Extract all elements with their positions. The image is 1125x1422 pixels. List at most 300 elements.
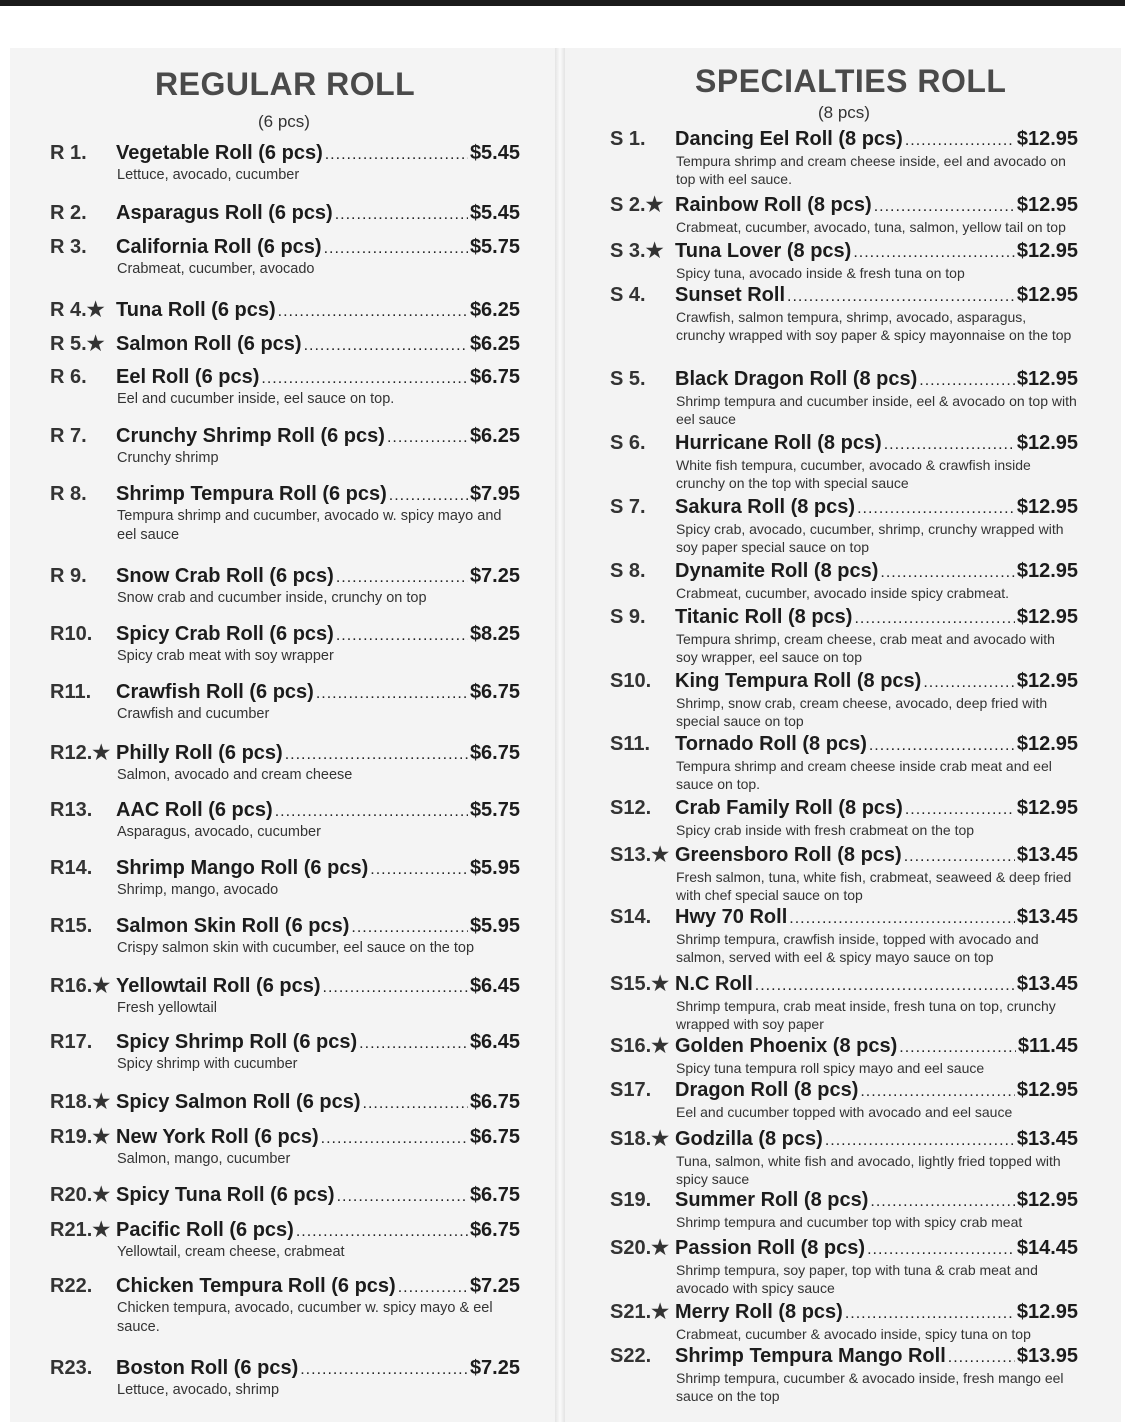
item-code: R12.★ — [50, 742, 111, 764]
item-price: $5.45 — [469, 202, 520, 224]
item-name: Black Dragon Roll (8 pcs) — [675, 368, 918, 390]
item-name: Spicy Salmon Roll (6 pcs) — [116, 1091, 361, 1113]
dot-leader — [857, 500, 1015, 518]
item-name: Spicy Crab Roll (6 pcs) — [116, 623, 334, 645]
item-code: S 2.★ — [610, 194, 664, 216]
item-description: Fresh salmon, tuna, white fish, crabmeat, seaweed & deep fried with chef special sauce on top — [676, 869, 1072, 903]
item-price: $8.25 — [469, 623, 520, 645]
menu-item-row — [50, 1031, 520, 1054]
menu-item-row — [50, 623, 520, 646]
item-description: Crawfish, salmon tempura, shrimp, avocado, asparagus, crunchy wrapped with soy paper & spicy mayonnaise on the top — [676, 309, 1072, 343]
item-name: Sunset Roll — [675, 284, 786, 306]
menu-item — [50, 1357, 520, 1400]
item-price: $12.95 — [1016, 670, 1078, 692]
item-code: S19. — [610, 1189, 652, 1211]
item-code: R10. — [50, 623, 93, 645]
item-code: R19.★ — [50, 1126, 111, 1148]
item-code: S 6. — [610, 432, 646, 454]
menu-item-row — [610, 238, 1078, 263]
item-code: R 7. — [50, 425, 87, 447]
menu-item — [50, 799, 520, 842]
item-price: $14.45 — [1016, 1237, 1078, 1259]
menu-item — [610, 906, 1078, 966]
menu-item-row — [610, 1345, 1078, 1368]
menu-item — [610, 1299, 1078, 1343]
menu-item — [50, 483, 520, 545]
item-name: Philly Roll (6 pcs) — [116, 742, 283, 764]
menu-item-row — [50, 483, 520, 506]
item-code: R14. — [50, 857, 93, 879]
menu-item-row — [50, 1217, 520, 1242]
menu-item — [610, 1126, 1078, 1188]
menu-item — [610, 238, 1078, 282]
item-price: $12.95 — [1016, 284, 1078, 306]
item-description: Shrimp, snow crab, cream cheese, avocado, deep fried with special sauce on top — [676, 695, 1048, 729]
menu-item — [50, 297, 520, 322]
dot-leader — [300, 1361, 468, 1379]
item-price: $6.75 — [469, 1126, 520, 1148]
item-name: King Tempura Roll (8 pcs) — [675, 670, 922, 692]
dot-leader — [351, 919, 468, 937]
menu-item-row — [50, 565, 520, 588]
item-description: Spicy crab inside with fresh crabmeat on the top — [676, 822, 975, 838]
dot-leader — [948, 1349, 1015, 1367]
item-price: $12.95 — [1016, 797, 1078, 819]
menu-item-row — [610, 1235, 1078, 1260]
item-price: $6.25 — [469, 425, 520, 447]
item-description: Asparagus, avocado, cucumber — [117, 824, 321, 840]
menu-item-row — [50, 799, 520, 822]
menu-item — [610, 192, 1078, 236]
item-code: R22. — [50, 1275, 93, 1297]
menu-item-row — [50, 1089, 520, 1114]
menu-item-row — [50, 331, 520, 356]
item-name: Boston Roll (6 pcs) — [116, 1357, 299, 1379]
menu-item — [50, 681, 520, 724]
item-description: Tempura shrimp and cream cheese inside crab meat and eel sauce on top. — [676, 758, 1052, 792]
menu-item-row — [50, 142, 520, 165]
menu-item — [50, 331, 520, 356]
menu-item-row — [610, 128, 1078, 151]
item-code: R 8. — [50, 483, 87, 505]
item-description: Eel and cucumber inside, eel sauce on top. — [117, 391, 395, 407]
item-price: $7.95 — [469, 483, 520, 505]
item-code: R18.★ — [50, 1091, 111, 1113]
item-price: $13.45 — [1016, 844, 1078, 866]
item-name: AAC Roll (6 pcs) — [116, 799, 273, 821]
item-price: $13.45 — [1016, 1128, 1078, 1150]
item-description: Crabmeat, cucumber, avocado — [117, 261, 315, 277]
dot-leader — [904, 848, 1015, 866]
item-name: N.C Roll — [675, 973, 753, 995]
dot-leader — [870, 1193, 1014, 1211]
item-price: $11.45 — [1017, 1035, 1078, 1057]
item-price: $12.95 — [1016, 1079, 1078, 1101]
item-code: S 9. — [610, 606, 646, 628]
menu-item-row — [610, 368, 1078, 391]
item-name: Godzilla (8 pcs) — [675, 1128, 823, 1150]
item-code: R21.★ — [50, 1219, 111, 1241]
item-description: Crabmeat, cucumber, avocado inside spicy crabmeat. — [676, 585, 1010, 601]
item-price: $6.75 — [469, 1091, 520, 1113]
item-price: $6.75 — [469, 1184, 520, 1206]
menu-item-row — [610, 971, 1078, 996]
menu-item-row — [50, 915, 520, 938]
item-name: Spicy Shrimp Roll (6 pcs) — [116, 1031, 358, 1053]
item-price: $5.45 — [469, 142, 520, 164]
regular-roll-subtitle: (6 pcs) — [258, 112, 310, 131]
menu-item — [610, 496, 1078, 556]
dot-leader — [363, 1095, 468, 1113]
item-name: Asparagus Roll (6 pcs) — [116, 202, 333, 224]
item-description: Shrimp tempura, cucumber & avocado inside, fresh mango eel sauce on the top — [676, 1370, 1064, 1404]
dot-leader — [285, 746, 468, 764]
item-name: Tuna Lover (8 pcs) — [675, 240, 852, 262]
menu-item — [50, 973, 520, 1018]
dot-leader — [261, 370, 468, 388]
menu-item-row — [50, 1182, 520, 1207]
item-name: Shrimp Tempura Mango Roll — [675, 1345, 946, 1367]
item-code: S20.★ — [610, 1237, 670, 1259]
dot-leader — [867, 1241, 1015, 1259]
menu-item — [610, 1079, 1078, 1121]
menu-item — [50, 1031, 520, 1074]
item-price: $6.75 — [469, 1219, 520, 1241]
item-price: $5.95 — [469, 857, 520, 879]
menu-item — [610, 284, 1078, 344]
menu-item-row — [610, 496, 1078, 519]
item-code: R13. — [50, 799, 93, 821]
item-description: Crabmeat, cucumber & avocado inside, spicy tuna on top — [676, 1326, 1031, 1342]
item-description: Yellowtail, cream cheese, crabmeat — [117, 1244, 345, 1260]
dot-leader — [278, 303, 468, 321]
menu-item — [50, 915, 520, 958]
menu-item — [610, 842, 1078, 904]
item-price: $13.45 — [1016, 973, 1078, 995]
menu-item-row — [50, 202, 520, 225]
item-code: S 3.★ — [610, 240, 664, 262]
dot-leader — [325, 146, 468, 164]
item-code: R20.★ — [50, 1184, 111, 1206]
menu-item — [50, 142, 520, 185]
item-price: $12.95 — [1016, 368, 1078, 390]
item-price: $5.95 — [469, 915, 520, 937]
item-code: S 8. — [610, 560, 646, 582]
item-description: Spicy crab meat with soy wrapper — [117, 648, 334, 664]
item-code: S10. — [610, 670, 652, 692]
item-name: New York Roll (6 pcs) — [116, 1126, 319, 1148]
menu-item-row — [610, 192, 1078, 217]
item-name: Tornado Roll (8 pcs) — [675, 733, 867, 755]
menu-item-row — [50, 297, 520, 322]
menu-item-row — [50, 1275, 520, 1298]
item-code: R 2. — [50, 202, 87, 224]
item-description: Lettuce, avocado, shrimp — [117, 1382, 280, 1398]
menu-item-row — [610, 842, 1078, 867]
dot-leader — [296, 1223, 468, 1241]
menu-item — [610, 1033, 1078, 1077]
dot-leader — [905, 132, 1015, 150]
item-price: $6.45 — [469, 975, 520, 997]
item-name: Yellowtail Roll (6 pcs) — [116, 975, 321, 997]
menu-item — [610, 606, 1078, 666]
item-code: R 9. — [50, 565, 87, 587]
menu-item — [50, 1217, 520, 1262]
item-code: S 1. — [610, 128, 646, 150]
dot-leader — [389, 487, 468, 505]
menu-item-row — [610, 1033, 1078, 1058]
dot-leader — [845, 1305, 1015, 1323]
item-price: $6.75 — [469, 366, 520, 388]
item-code: S17. — [610, 1079, 652, 1101]
dot-leader — [323, 979, 468, 997]
menu-item-row — [50, 740, 520, 765]
dot-leader — [874, 198, 1015, 216]
item-name: Salmon Roll (6 pcs) — [116, 333, 302, 355]
menu-item-row — [610, 1126, 1078, 1151]
item-price: $12.95 — [1016, 733, 1078, 755]
menu-item-row — [50, 366, 520, 389]
item-price: $5.75 — [469, 236, 520, 258]
item-name: Chicken Tempura Roll (6 pcs) — [116, 1275, 396, 1297]
menu-item — [610, 1189, 1078, 1231]
dot-leader — [304, 337, 468, 355]
item-code: S12. — [610, 797, 652, 819]
menu-item — [50, 565, 520, 608]
item-name: Crunchy Shrimp Roll (6 pcs) — [116, 425, 385, 447]
item-name: Titanic Roll (8 pcs) — [675, 606, 853, 628]
item-description: Tuna, salmon, white fish and avocado, lightly fried topped with spicy sauce — [676, 1153, 1061, 1187]
dot-leader — [324, 240, 468, 258]
item-name: Shrimp Tempura Roll (6 pcs) — [116, 483, 387, 505]
menu-item — [610, 797, 1078, 839]
item-name: Eel Roll (6 pcs) — [116, 366, 260, 388]
item-code: S 7. — [610, 496, 646, 518]
menu-item-row — [50, 857, 520, 880]
menu-item-row — [50, 236, 520, 259]
dot-leader — [336, 627, 468, 645]
item-code: S 5. — [610, 368, 646, 390]
item-name: Rainbow Roll (8 pcs) — [675, 194, 872, 216]
menu-item-row — [610, 284, 1078, 307]
item-code: R 6. — [50, 366, 87, 388]
menu-item — [610, 971, 1078, 1033]
menu-item-row — [610, 733, 1078, 756]
item-description: Snow crab and cucumber inside, crunchy on top — [117, 590, 427, 606]
dot-leader — [919, 372, 1015, 390]
item-code: S22. — [610, 1345, 652, 1367]
item-code: S21.★ — [610, 1301, 670, 1323]
dot-leader — [923, 674, 1015, 692]
item-description: Shrimp tempura and cucumber top with spicy crab meat — [676, 1214, 1023, 1230]
menu-item — [610, 1345, 1078, 1405]
menu-item — [610, 432, 1078, 492]
item-name: Shrimp Mango Roll (6 pcs) — [116, 857, 369, 879]
menu-item-row — [610, 797, 1078, 820]
item-code: S13.★ — [610, 844, 670, 866]
item-description: Shrimp tempura and cucumber inside, eel & avocado on top with eel sauce — [676, 393, 1077, 427]
menu-item-row — [610, 606, 1078, 629]
dot-leader — [387, 429, 468, 447]
menu-item — [50, 236, 520, 279]
menu-item-row — [610, 1189, 1078, 1212]
item-name: Spicy Tuna Roll (6 pcs) — [116, 1184, 335, 1206]
item-description: Eel and cucumber topped with avocado and eel sauce — [676, 1104, 1013, 1120]
item-description: Chicken tempura, avocado, cucumber w. spicy mayo & eel sauce. — [117, 1300, 493, 1335]
dot-leader — [321, 1130, 468, 1148]
item-name: Hurricane Roll (8 pcs) — [675, 432, 882, 454]
item-price: $13.95 — [1016, 1345, 1078, 1367]
item-name: Passion Roll (8 pcs) — [675, 1237, 866, 1259]
item-description: Spicy crab, avocado, cucumber, shrimp, crunchy wrapped with soy paper special sauce on top — [676, 521, 1064, 555]
menu-item — [50, 1089, 520, 1114]
item-price: $12.95 — [1016, 1189, 1078, 1211]
dot-leader — [755, 977, 1015, 995]
item-code: R23. — [50, 1357, 93, 1379]
item-description: Shrimp tempura, crawfish inside, topped with avocado and salmon, served with eel & spicy mayo sauce on top — [676, 931, 1039, 965]
item-code: R11. — [50, 681, 92, 703]
item-code: S15.★ — [610, 973, 670, 995]
menu-item — [610, 368, 1078, 428]
item-description: Crabmeat, cucumber, avocado, tuna, salmon, yellow tail on top — [676, 219, 1066, 235]
item-description: Crawfish and cucumber — [117, 706, 270, 722]
item-description: Lettuce, avocado, cucumber — [117, 167, 300, 183]
item-description: Crunchy shrimp — [117, 450, 219, 466]
menu-item — [50, 857, 520, 900]
item-name: Pacific Roll (6 pcs) — [116, 1219, 294, 1241]
dot-leader — [860, 1083, 1014, 1101]
item-price: $6.45 — [469, 1031, 520, 1053]
dot-leader — [825, 1132, 1015, 1150]
menu-item-row — [610, 1299, 1078, 1324]
menu-item-row — [610, 432, 1078, 455]
item-name: California Roll (6 pcs) — [116, 236, 322, 258]
item-code: S16.★ — [610, 1035, 670, 1057]
dot-leader — [853, 244, 1015, 262]
item-description: Shrimp, mango, avocado — [117, 882, 279, 898]
dot-leader — [398, 1279, 468, 1297]
item-description: Tempura shrimp and cream cheese inside, eel and avocado on top with eel sauce. — [676, 153, 1066, 187]
item-price: $6.75 — [469, 742, 520, 764]
item-code: S11. — [610, 733, 651, 755]
item-price: $7.25 — [469, 565, 520, 587]
dot-leader — [337, 1188, 468, 1206]
item-name: Dynamite Roll (8 pcs) — [675, 560, 879, 582]
item-code: R 4.★ — [50, 299, 105, 321]
item-name: Crab Family Roll (8 pcs) — [675, 797, 903, 819]
item-description: Fresh yellowtail — [117, 1000, 217, 1016]
regular-roll-title: REGULAR ROLL — [155, 66, 416, 102]
specialties-roll-subtitle: (8 pcs) — [818, 103, 870, 122]
menu-item — [50, 1182, 520, 1207]
item-code: S14. — [610, 906, 652, 928]
dot-leader — [869, 737, 1015, 755]
dot-leader — [316, 685, 468, 703]
item-description: Spicy tuna, avocado inside & fresh tuna on top — [676, 265, 965, 281]
item-description: Spicy shrimp with cucumber — [117, 1056, 298, 1072]
item-name: Merry Roll (8 pcs) — [675, 1301, 843, 1323]
item-code: S18.★ — [610, 1128, 670, 1150]
menu-item — [610, 128, 1078, 188]
item-price: $12.95 — [1016, 194, 1078, 216]
menu-item-row — [610, 560, 1078, 583]
menu-item — [50, 425, 520, 468]
item-price: $7.25 — [469, 1357, 520, 1379]
dot-leader — [880, 564, 1014, 582]
menu-item — [50, 366, 520, 409]
item-price: $12.95 — [1016, 606, 1078, 628]
menu-item — [50, 623, 520, 666]
item-price: $7.25 — [469, 1275, 520, 1297]
item-name: Greensboro Roll (8 pcs) — [675, 844, 902, 866]
item-description: Tempura shrimp and cucumber, avocado w. spicy mayo and eel sauce — [117, 508, 502, 543]
item-code: R 5.★ — [50, 333, 105, 355]
item-name: Summer Roll (8 pcs) — [675, 1189, 869, 1211]
item-price: $12.95 — [1016, 240, 1078, 262]
menu-item — [50, 1124, 520, 1169]
dot-leader — [884, 436, 1015, 454]
item-price: $13.45 — [1016, 906, 1078, 928]
item-name: Snow Crab Roll (6 pcs) — [116, 565, 334, 587]
item-name: Salmon Skin Roll (6 pcs) — [116, 915, 350, 937]
item-code: R17. — [50, 1031, 93, 1053]
item-name: Vegetable Roll (6 pcs) — [116, 142, 323, 164]
item-name: Hwy 70 Roll — [675, 906, 788, 928]
menu-item-row — [50, 425, 520, 448]
dot-leader — [335, 206, 468, 224]
item-name: Crawfish Roll (6 pcs) — [116, 681, 314, 703]
dot-leader — [336, 569, 468, 587]
dot-leader — [789, 910, 1015, 928]
item-code: R 1. — [50, 142, 87, 164]
dot-leader — [370, 861, 468, 879]
menu-item-row — [50, 973, 520, 998]
item-name: Dancing Eel Roll (8 pcs) — [675, 128, 903, 150]
item-description: Crispy salmon skin with cucumber, eel sauce on the top — [117, 940, 475, 956]
item-name: Tuna Roll (6 pcs) — [116, 299, 276, 321]
item-code: R15. — [50, 915, 93, 937]
item-code: S 4. — [610, 284, 646, 306]
item-description: Shrimp tempura, crab meat inside, fresh tuna on top, crunchy wrapped with soy paper — [676, 998, 1056, 1032]
item-price: $5.75 — [469, 799, 520, 821]
item-description: Spicy tuna tempura roll spicy mayo and eel sauce — [676, 1060, 985, 1076]
item-code: R 3. — [50, 236, 87, 258]
item-code: R16.★ — [50, 975, 111, 997]
menu-item — [610, 560, 1078, 602]
dot-leader — [787, 288, 1015, 306]
item-description: Salmon, avocado and cream cheese — [117, 767, 353, 783]
menu-item — [50, 1275, 520, 1337]
menu-item-row — [610, 906, 1078, 929]
specialties-roll-title: SPECIALTIES ROLL — [695, 63, 1007, 99]
dot-leader — [899, 1039, 1016, 1057]
dot-leader — [854, 610, 1014, 628]
page-fold — [555, 48, 565, 1422]
menu-item — [610, 733, 1078, 793]
item-price: $6.25 — [469, 299, 520, 321]
item-price: $12.95 — [1016, 128, 1078, 150]
menu-item — [610, 1235, 1078, 1297]
menu-item-row — [50, 681, 520, 704]
menu-item-row — [610, 1079, 1078, 1102]
menu-item — [50, 740, 520, 785]
menu-item-row — [50, 1124, 520, 1149]
item-description: Salmon, mango, cucumber — [117, 1151, 291, 1167]
menu-item-row — [50, 1357, 520, 1380]
item-price: $12.95 — [1016, 432, 1078, 454]
item-name: Sakura Roll (8 pcs) — [675, 496, 856, 518]
menu-item — [610, 670, 1078, 730]
